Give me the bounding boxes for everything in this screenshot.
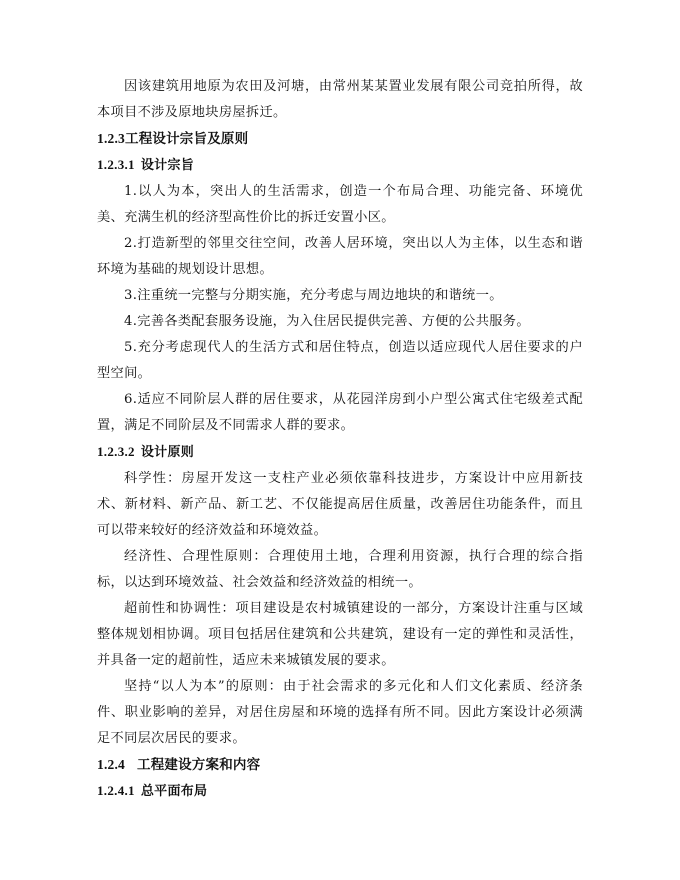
purpose-item: 1.以人为本，突出人的生活需求，创造一个布局合理、功能完备、环境优美、充满生机的经济型高性价比的拆迁安置小区。 [97, 184, 583, 225]
purpose-item: 3.注重统一完整与分期实施，充分考虑与周边地块的和谐统一。 [124, 288, 503, 303]
heading-number: 1.2.4.1 [97, 783, 135, 798]
heading-1-2-4 [97, 752, 583, 778]
principle-item: 经济性、合理性原则：合理使用土地，合理利用资源，执行合理的综合指标，以达到环境效益、社会效益和经济效益的相统一。 [97, 549, 583, 590]
heading-title: 设计原则 [140, 445, 195, 460]
purpose-item: 5.充分考虑现代人的生活方式和居住特点，创造以适应现代人居住要求的户型空间。 [97, 340, 583, 381]
purpose-item: 2.打造新型的邻里交往空间，改善人居环境，突出以人为主体，以生态和谐环境为基础的规划设计思想。 [97, 236, 583, 277]
heading-1-2-3-1 [97, 152, 583, 179]
purpose-item: 4.完善各类配套服务设施，为入住居民提供完善、方便的公共服务。 [124, 314, 530, 329]
heading-number: 1.2.3 [97, 131, 125, 146]
heading-number: 1.2.3.2 [97, 444, 135, 459]
principle-item: 坚持“以人为本”的原则：由于社会需求的多元化和人们文化素质、经济条件、职业影响的差异，对居住房屋和环境的选择有所不同。因此方案设计必须满足不同层次居民的要求。 [97, 679, 583, 746]
document-page [97, 74, 583, 805]
principle-item: 科学性：房屋开发这一支柱产业必须依靠科技进步，方案设计中应用新技术、新材料、新产品、新工艺、不仅能提高居住质量，改善居住功能条件，而且可以带来较好的经济效益和环境效益。 [97, 471, 583, 538]
heading-title: 工程建设方案和内容 [137, 757, 261, 773]
heading-title: 工程设计宗旨及原则 [125, 131, 249, 147]
heading-number: 1.2.3.1 [97, 157, 135, 172]
principle-item: 超前性和协调性：项目建设是农村城镇建设的一部分，方案设计注重与区域整体规划相协调。项目包括居住建筑和公共建筑，建设有一定的弹性和灵活性，并具备一定的超前性，适应未来城镇发展的要求。 [97, 601, 583, 668]
intro-paragraph: 因该建筑用地原为农田及河塘，由常州某某置业发展有限公司竞拍所得，故本项目不涉及原地块房屋拆迁。 [97, 79, 583, 120]
heading-title: 总平面布局 [140, 784, 208, 799]
heading-title: 设计宗旨 [140, 158, 195, 173]
heading-number: 1.2.4 [97, 757, 125, 772]
heading-1-2-4-1 [97, 778, 583, 805]
purpose-item: 6.适应不同阶层人群的居住要求，从花园洋房到小户型公寓式住宅级差式配置，满足不同阶层及不同需求人群的要求。 [97, 392, 583, 433]
heading-1-2-3-2 [97, 439, 583, 466]
heading-1-2-3 [97, 126, 583, 152]
